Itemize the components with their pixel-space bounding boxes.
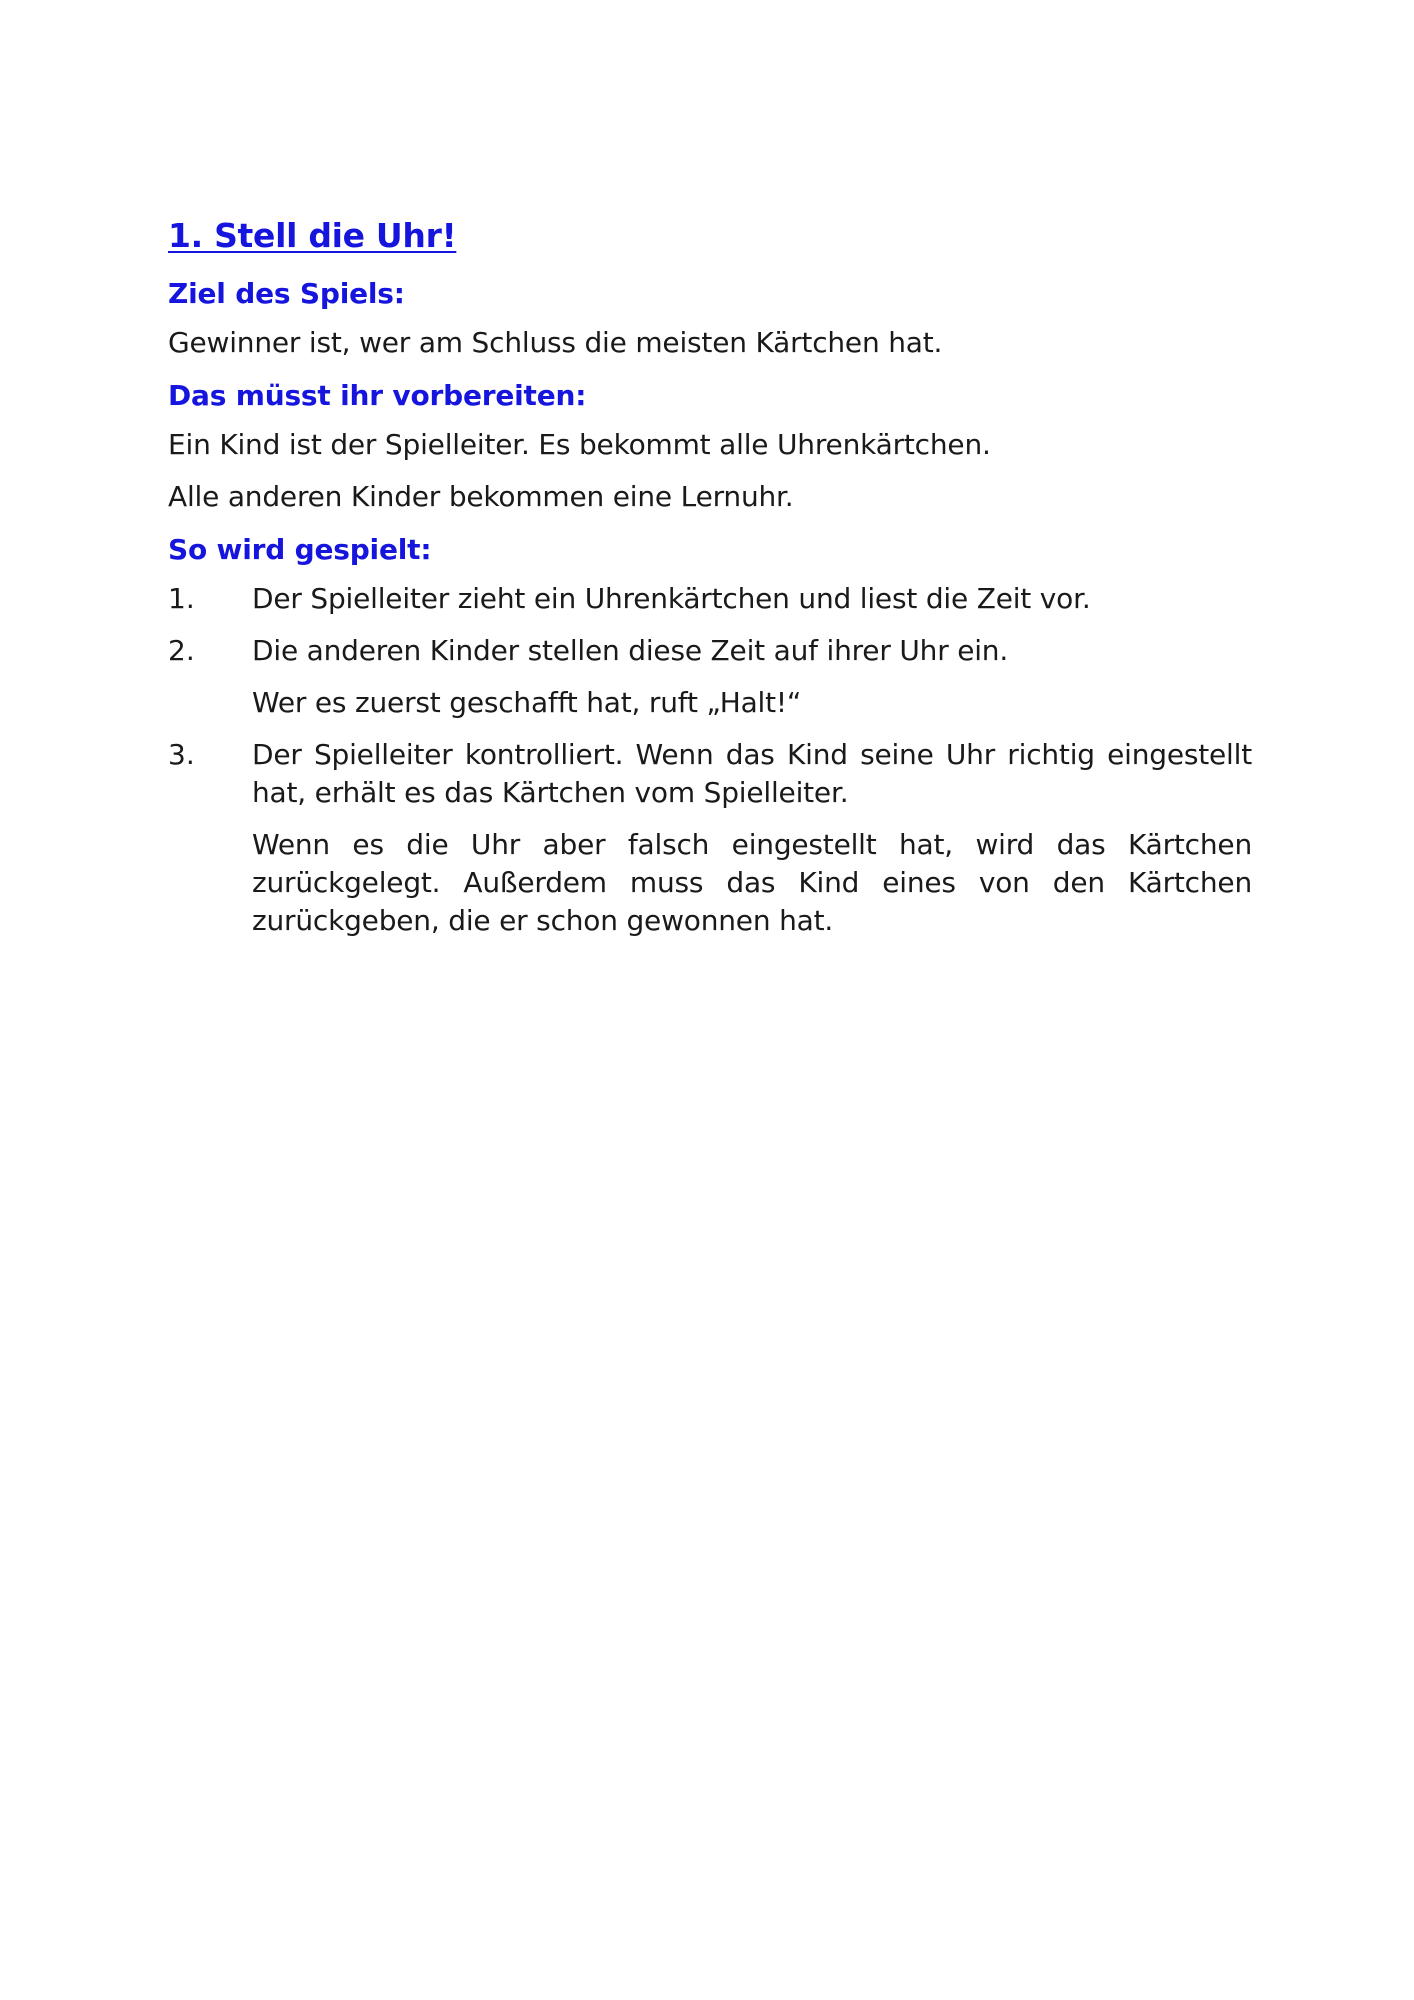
step-text: Wer es zuerst geschafft hat, ruft „Halt!“ (252, 686, 802, 719)
step-body (252, 580, 1252, 618)
document-page (168, 214, 1252, 954)
step-text: Wenn es die Uhr aber falsch eingestellt hat, wird das Kärtchen zurückgelegt. Außerdem muss das Kind eines von den Kärtchen zurückgeben, die er schon gewonnen hat. (252, 828, 1252, 937)
preparation-text-1: Ein Kind ist der Spielleiter. Es bekommt alle Uhrenkärtchen. (168, 428, 991, 461)
step-body (252, 632, 1252, 722)
step-1 (168, 580, 1252, 618)
gameplay-section (168, 530, 1252, 940)
step-text: Der Spielleiter kontrolliert. Wenn das Kind seine Uhr richtig eingestellt hat, erhält es das Kärtchen vom Spielleiter. (252, 738, 1252, 809)
goal-text: Gewinner ist, wer am Schluss die meisten Kärtchen hat. (168, 326, 943, 359)
step-number: 3. (168, 738, 195, 771)
step-number: 2. (168, 634, 195, 667)
gameplay-steps (168, 580, 1252, 940)
goal-section (168, 274, 1252, 362)
preparation-text-2: Alle anderen Kinder bekommen eine Lernuhr. (168, 480, 794, 513)
step-number: 1. (168, 582, 195, 615)
goal-heading: Ziel des Spiels: (168, 277, 405, 310)
preparation-heading: Das müsst ihr vorbereiten: (168, 379, 587, 412)
step-3 (168, 736, 1252, 940)
step-2 (168, 632, 1252, 722)
step-text: Die anderen Kinder stellen diese Zeit auf ihrer Uhr ein. (252, 634, 1009, 667)
preparation-section (168, 376, 1252, 516)
page-title: 1. Stell die Uhr! (168, 216, 457, 255)
gameplay-heading: So wird gespielt: (168, 533, 432, 566)
step-text: Der Spielleiter zieht ein Uhrenkärtchen und liest die Zeit vor. (252, 582, 1091, 615)
step-body (252, 736, 1252, 940)
